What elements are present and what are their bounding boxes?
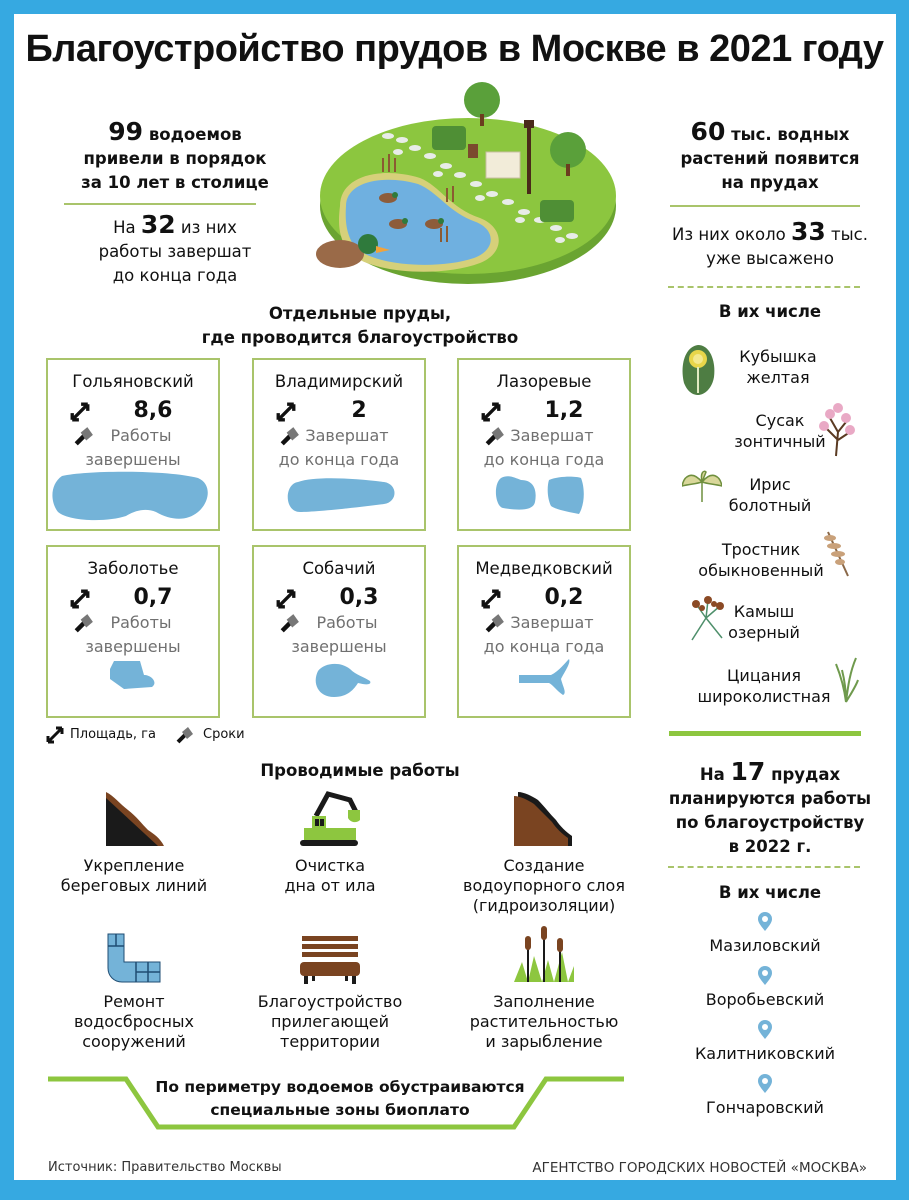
pond-name: Заболотье [87, 559, 179, 578]
pond-area-value: 0,7 [133, 585, 173, 610]
location-pin-icon [757, 1020, 773, 1040]
work-item: Заполнение растительностью и зарыбление [444, 922, 644, 1052]
zizania-icon [832, 656, 860, 704]
plant-item: Цицания широколистная [697, 666, 831, 706]
ponds-section-title: Отдельные пруды, где проводится благоустройство [201, 304, 519, 347]
work-item: Ремонт водосбросных сооружений [34, 932, 234, 1052]
right-sub-stat: Из них около 33 тыс. уже высажено [672, 217, 868, 268]
pond-status: Завершат до конца года [483, 426, 605, 469]
right-main-stat: 60 тыс. водных растений появится на прудах [680, 117, 860, 192]
planned-pond-item: Гончаровский [660, 1074, 870, 1117]
pond-name: Лазоревые [496, 372, 592, 391]
stat-number-99: 99 [108, 117, 144, 146]
pond-area-value: 1,2 [544, 398, 584, 423]
pond-area-row [276, 398, 414, 426]
pond-card [252, 545, 426, 718]
waterproof-layer-icon [512, 790, 576, 848]
area-arrow-icon [481, 402, 501, 422]
stat-number-33: 33 [790, 217, 826, 246]
pond-area-row [70, 398, 208, 426]
stat-number-60: 60 [690, 117, 726, 146]
pond-area-value: 0,3 [339, 585, 379, 610]
pond-area-value: 8,6 [133, 398, 173, 423]
pond-area-row [70, 585, 208, 613]
planned-pond-item: Калитниковский [660, 1020, 870, 1063]
park-pond-illustration [310, 78, 620, 290]
shore-slope-icon [102, 790, 166, 848]
pond-area-value: 2 [351, 398, 367, 423]
dashed-divider [668, 866, 860, 868]
works-section-title: Проводимые работы [260, 761, 460, 780]
bench-icon [298, 932, 362, 984]
work-item: Очистка дна от ила [230, 790, 430, 896]
source-note: Источник: Правительство Москвы [48, 1160, 282, 1175]
bulrush-icon [686, 594, 726, 642]
plans-2022-stat: На 17 прудах планируются работы по благоустройству в 2022 г. [668, 757, 872, 856]
plans-among-label: В их числе [718, 883, 822, 902]
hammer-icon [176, 726, 194, 744]
planned-pond-item: Мазиловский [660, 912, 870, 955]
pond-card [252, 358, 426, 531]
area-arrow-icon [276, 589, 296, 609]
divider [670, 205, 860, 207]
pond-shape [48, 468, 218, 524]
stat-number-32: 32 [140, 210, 176, 239]
pond-shape [459, 655, 629, 711]
excavator-icon [298, 790, 362, 848]
pond-area-row [276, 585, 414, 613]
water-lily-icon [680, 343, 716, 395]
plants-among-label: В их числе [718, 302, 822, 321]
work-item: Укрепление береговых линий [34, 790, 234, 896]
plant-item: Тростник обыкновенный [698, 540, 824, 580]
area-arrow-icon [481, 589, 501, 609]
cattail-icon [512, 922, 576, 984]
pond-status: Работы завершены [291, 613, 387, 656]
pond-name: Владимирский [274, 372, 404, 391]
reed-icon [820, 528, 852, 578]
flowering-rush-icon [816, 402, 856, 458]
work-item: Благоустройство прилегающей территории [230, 932, 430, 1052]
pond-shape [254, 468, 424, 524]
pond-card [46, 545, 220, 718]
plant-item: Камыш озерный [728, 602, 800, 642]
area-arrow-icon [276, 402, 296, 422]
pond-name: Гольяновский [72, 372, 194, 391]
dashed-divider [668, 286, 860, 288]
pond-status: Работы завершены [85, 613, 181, 656]
pipe-icon [102, 932, 166, 984]
plant-item: Ирис болотный [728, 475, 812, 515]
stat-number-17: 17 [730, 757, 766, 786]
legend-deadline-label: Сроки [203, 727, 245, 742]
pond-name: Медведковский [475, 559, 613, 578]
left-main-stat: 99 водоемов привели в порядок за 10 лет в столице [81, 117, 269, 192]
pond-area-value: 0,2 [544, 585, 584, 610]
area-arrow-icon [70, 402, 90, 422]
pond-shape [254, 655, 424, 711]
pond-name: Собачий [302, 559, 376, 578]
legend-area-label: Площадь, га [70, 727, 156, 742]
pond-status: Завершат до конца года [483, 613, 605, 656]
pond-area-row [481, 398, 619, 426]
location-pin-icon [757, 1074, 773, 1094]
location-pin-icon [757, 966, 773, 986]
divider [64, 203, 256, 205]
work-item: Создание водоупорного слоя (гидроизоляции) [444, 790, 644, 916]
pond-card [457, 545, 631, 718]
plant-item: Кубышка желтая [739, 347, 817, 387]
pond-card [46, 358, 220, 531]
page-title: Благоустройство прудов в Москве в 2021 году [25, 28, 884, 70]
location-pin-icon [757, 912, 773, 932]
planned-pond-item: Воробьевский [660, 966, 870, 1009]
area-arrow-icon [70, 589, 90, 609]
pond-area-row [481, 585, 619, 613]
pond-shape [48, 655, 218, 711]
bioplato-text: По периметру водоемов обустраиваются специальные зоны биоплато [155, 1078, 525, 1119]
pond-status: Работы завершены [85, 426, 181, 469]
pond-card [457, 358, 631, 531]
agency-credit: АГЕНТСТВО ГОРОДСКИХ НОВОСТЕЙ «МОСКВА» [532, 1160, 867, 1176]
pond-shape [459, 468, 629, 524]
iris-icon [682, 470, 722, 504]
area-arrow-icon [46, 726, 64, 744]
pond-status: Завершат до конца года [278, 426, 400, 469]
left-sub-stat: На 32 из них работы завершат до конца года [98, 210, 252, 285]
plant-item: Сусак зонтичный [734, 411, 826, 451]
divider-thick [669, 731, 861, 736]
